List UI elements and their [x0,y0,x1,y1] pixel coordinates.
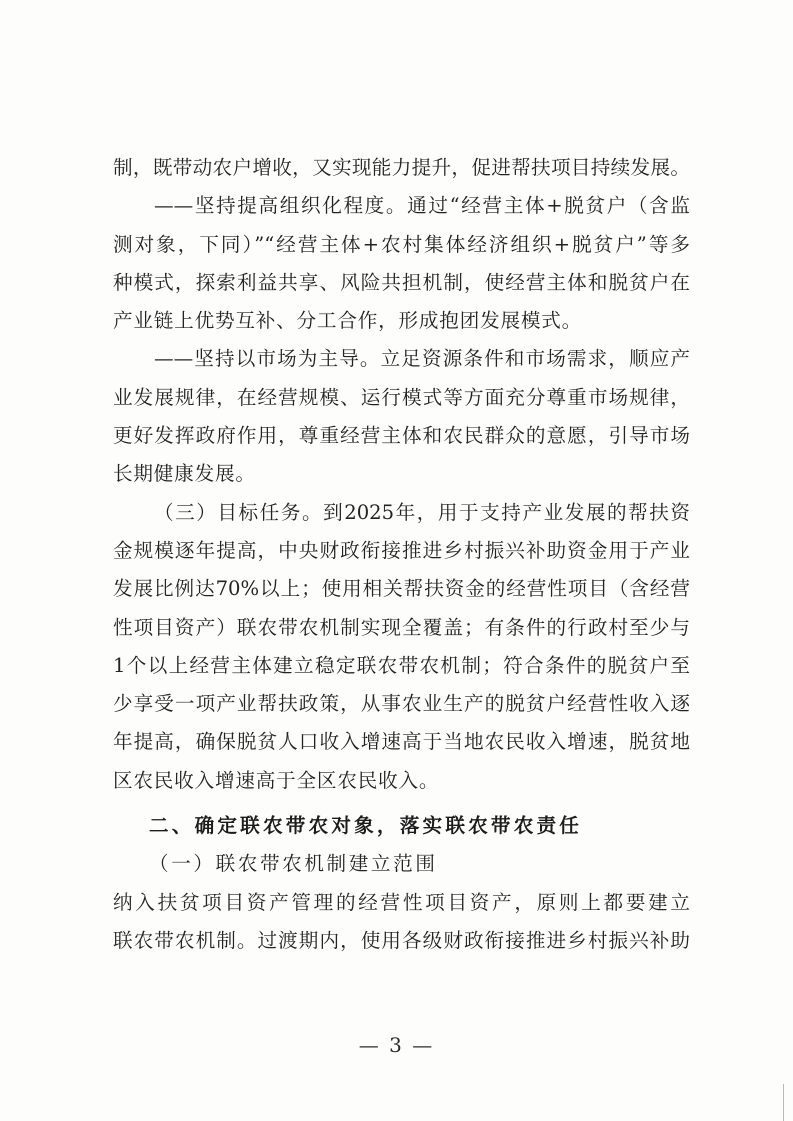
paragraph-line: 少享受一项产业帮扶政策，从事农业生产的脱贫户经营性收入逐 [113,692,690,716]
paragraph-line: 产业链上优势互补、分工合作，形成抱团发展模式。 [113,309,583,333]
paragraph-line: （三）目标任务。到2025年，用于支持产业发展的帮扶资 [154,500,690,524]
document-body [113,149,690,960]
paragraph-line: 纳入扶贫项目资产管理的经营性项目资产，原则上都要建立 [113,890,690,914]
paragraph-line: 长期健康发展。 [113,462,256,486]
paragraph-mechanism-scope [113,884,690,961]
paragraph-line: 1个以上经营主体建立稳定联农带农机制；符合条件的脱贫户至 [113,653,690,677]
paragraph-line: 年提高，确保脱贫人口收入增速高于当地农民收入增速，脱贫地 [113,730,690,754]
paragraph-line: ——坚持以市场为主导。立足资源条件和市场需求，顺应产 [154,347,690,371]
paragraph-line: 测对象，下同）”“经营主体+农村集体经济组织+脱贫户”等多 [113,232,690,256]
paragraph-line: 金规模逐年提高，中央财政衔接推进乡村振兴补助资金用于产业 [113,538,690,562]
paragraph-target-tasks [113,494,690,800]
paragraph-line: 联农带农机制。过渡期内，使用各级财政衔接推进乡村振兴补助 [113,928,690,952]
paragraph-line: 种模式，探索利益共享、风险共担机制，使经营主体和脱贫户在 [113,270,690,294]
section-heading: 二、确定联农带农对象，落实联农带农责任 [149,814,583,838]
page-number: — 3 — [358,1033,435,1057]
paragraph-line: 业发展规律，在经营规模、运行模式等方面充分尊重市场规律， [113,385,690,409]
paragraph-line: 制，既带动农户增收，又实现能力提升，促进帮扶项目持续发展。 [113,156,690,179]
paragraph-line: ——坚持提高组织化程度。通过“经营主体+脱贫户（含监 [154,194,690,218]
scan-edge-artifact [783,1084,784,1121]
subsection-heading: （一）联农带农机制建立范围 [149,852,438,876]
paragraph-line: 更好发挥政府作用，尊重经营主体和农民群众的意愿，引导市场 [113,424,690,448]
paragraph-line: 性项目资产）联农带农机制实现全覆盖；有条件的行政村至少与 [113,615,690,639]
paragraph-principle-market [113,340,690,493]
paragraph-intro-continuation [113,149,690,187]
paragraph-line: 发展比例达70%以上；使用相关帮扶资金的经营性项目（含经营 [113,577,690,601]
paragraph-line: 区农民收入增速高于全区农民收入。 [113,768,440,792]
paragraph-principle-organization [113,187,690,340]
